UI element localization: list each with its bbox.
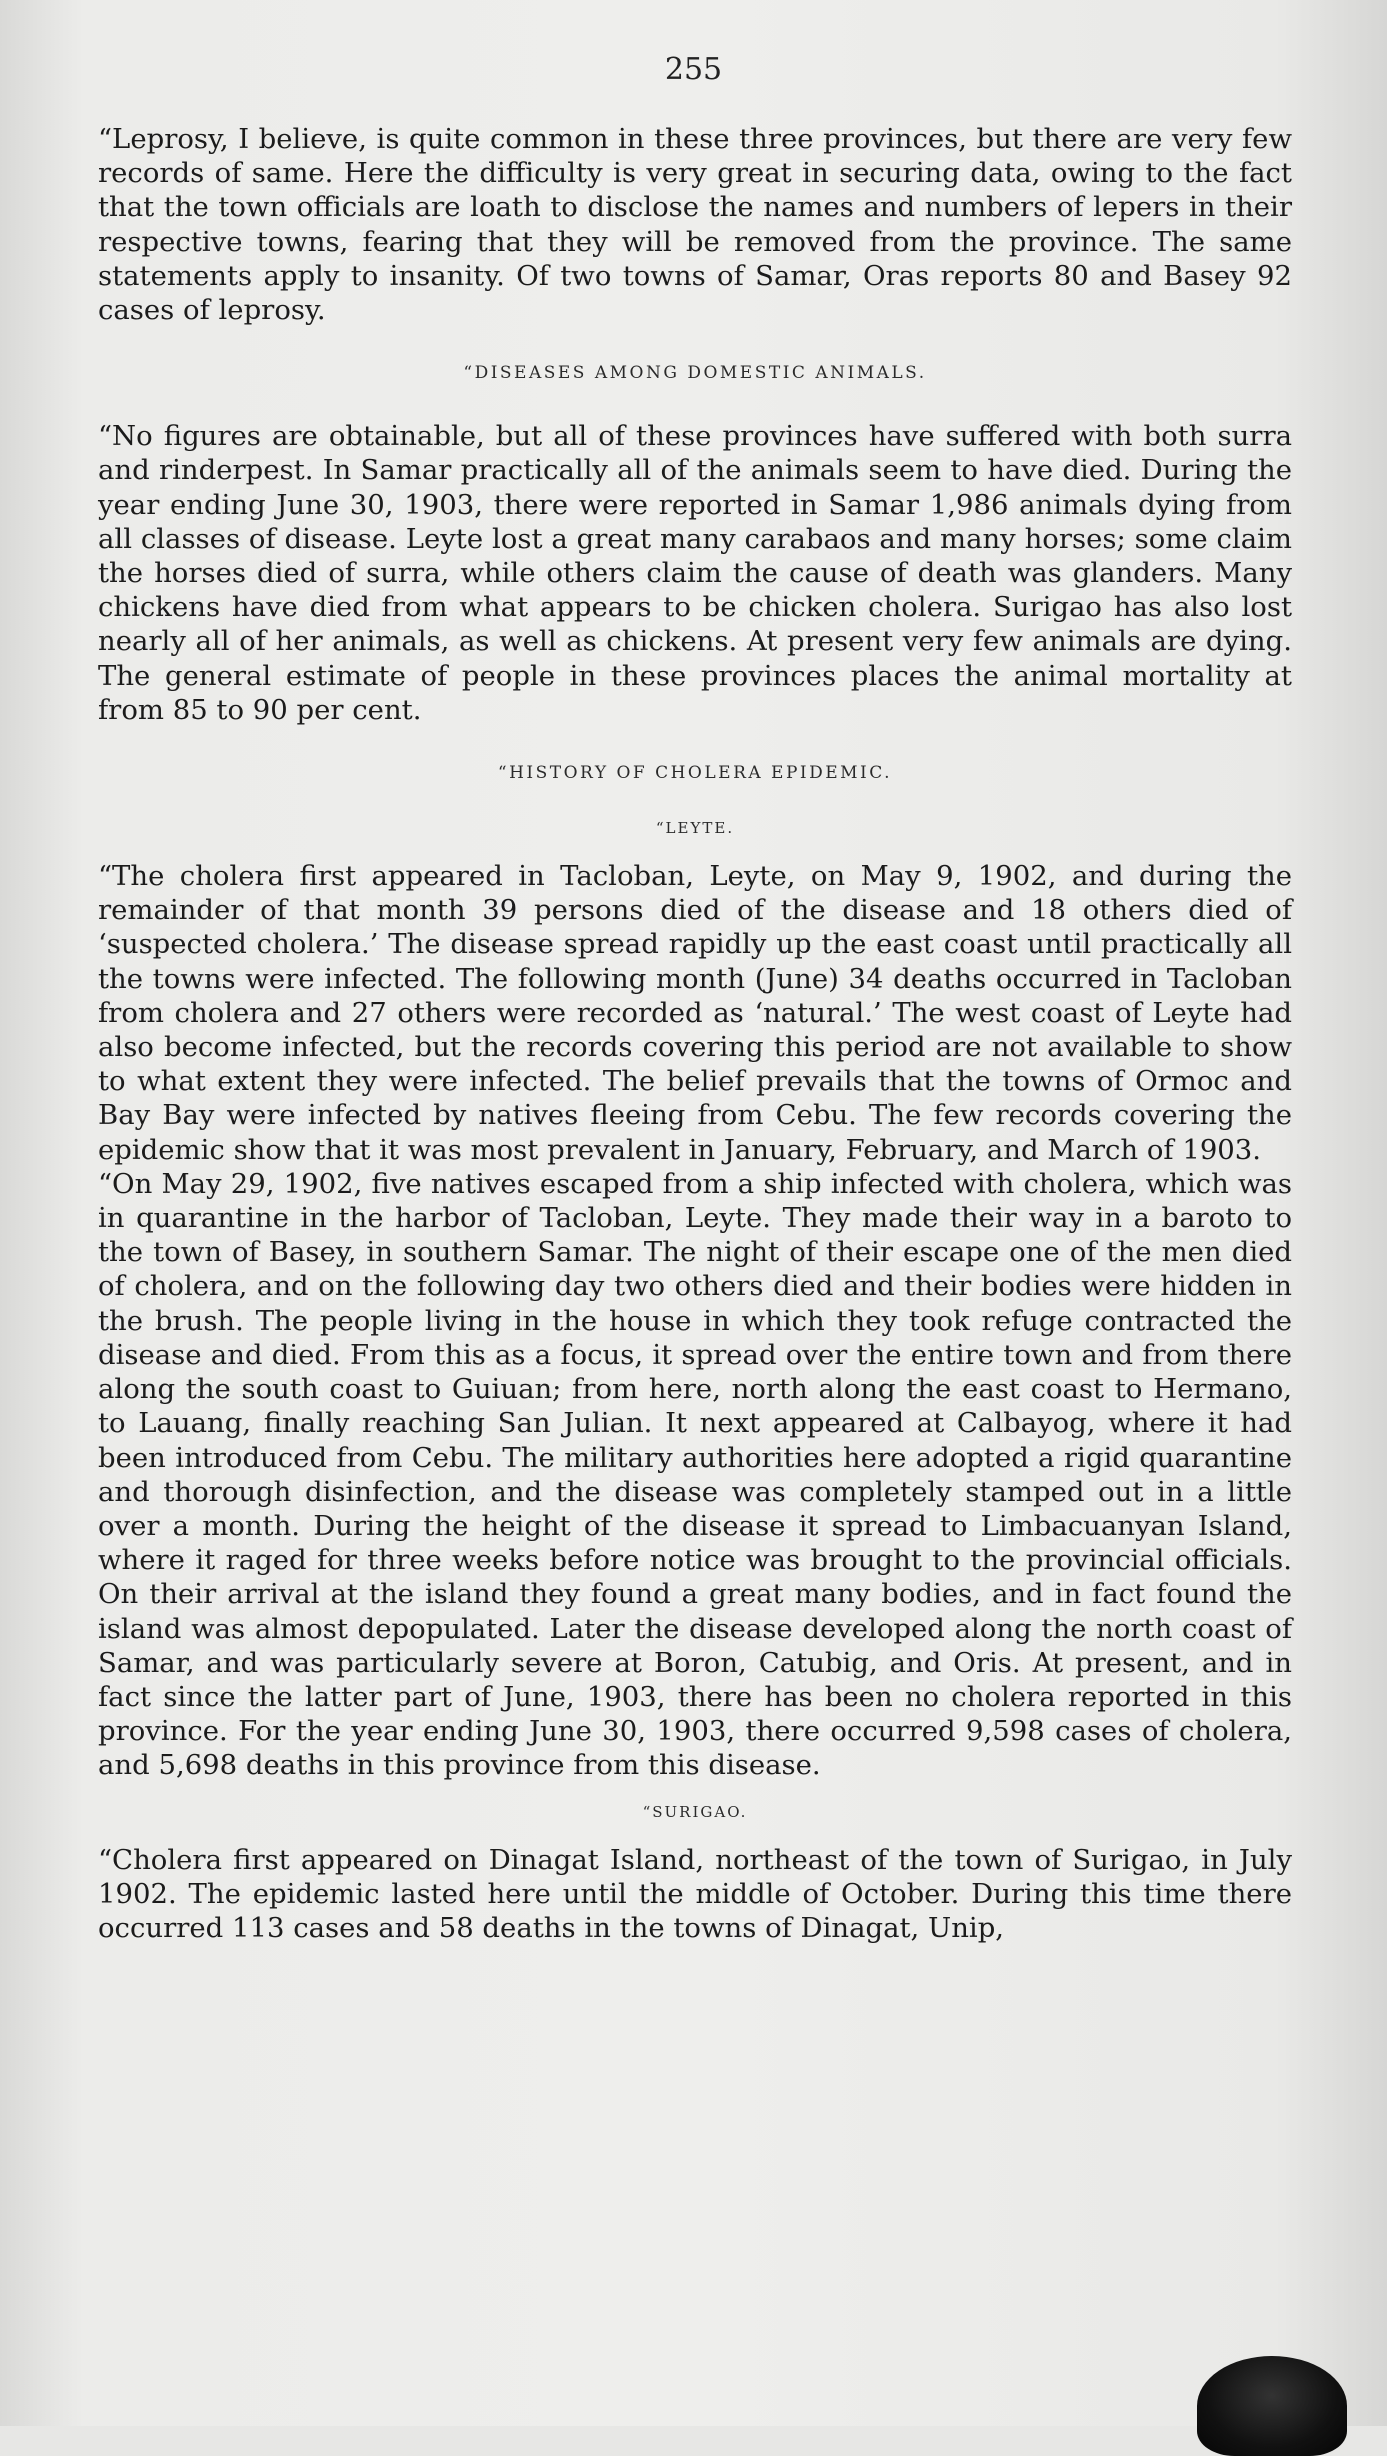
section-heading-domestic-animals: “DISEASES AMONG DOMESTIC ANIMALS. xyxy=(463,363,927,384)
paragraph-leyte: “The cholera first appeared in Tacloban, Leyte, on May 9, 1902, and during the remainder of that month 39 persons died of the disease and 18 others died of ‘suspected cholera.’ The disease spread rapidly up the east coast until practically all the towns were infected. The following month (June) 34 deaths occurred in Tacloban from cholera and 27 others were recorded as ‘natural.’ The west coast of Leyte had also become infected, but the records covering this period are not available to show to what extent they were infected. The belief prevails that the towns of Ormoc and Bay Bay were infected by natives fleeing from Cebu. The few records covering the epidemic show that it was most prevalent in January, February, and March of 1903. xyxy=(98,860,1292,1166)
subheading-leyte: “LEYTE. xyxy=(655,819,735,838)
paragraph-domestic-animals: “No figures are obtainable, but all of these provinces have suffered with both surra and rinderpest. In Samar practically all of the animals seem to have died. During the year ending June 30, 1903, there were reported in Samar 1,986 animals dying from all classes of disease. Leyte lost a great many carabaos and many horses; some claim the horses died of surra, while others claim the cause of death was glanders. Many chickens have died from what appears to be chicken cholera. Surigao has also lost nearly all of her animals, as well as chickens. At present very few animals are dying. The general estimate of people in these provinces places the animal mortality at from 85 to 90 per cent. xyxy=(98,420,1292,726)
section-heading-cholera-history: “HISTORY OF CHOLERA EPIDEMIC. xyxy=(497,763,893,784)
paragraph-surigao: “Cholera first appeared on Dinagat Island, northeast of the town of Surigao, in July 1902. The epidemic lasted here until the middle of October. During this time there occurred 113 cases and 58 deaths in the towns of Dinagat, Unip, xyxy=(98,1843,1292,1944)
page-number: 255 xyxy=(664,52,723,87)
paragraph-leprosy: “Leprosy, I believe, is quite common in these three provinces, but there are very few records of same. Here the difficulty is very great in securing data, owing to the fact that the town officials are loath to disclose the names and numbers of lepers in their respective towns, fearing that they will be removed from the province. The same statements apply to insanity. Of two towns of Samar, Oras reports 80 and Basey 92 cases of leprosy. xyxy=(98,123,1292,327)
paragraph-samar: “On May 29, 1902, five natives escaped from a ship infected with cholera, which was in quarantine in the harbor of Tacloban, Leyte. They made their way in a baroto to the town of Basey, in southern Samar. The night of their escape one of the men died of cholera, and on the following day two others died and their bodies were hidden in the brush. The people living in the house in which they took refuge contracted the disease and died. From this as a focus, it spread over the entire town and from there along the south coast to Guiuan; from here, north along the east coast to Hermano, to Lauang, finally reaching San Julian. It next appeared at Calbayog, where it had been introduced from Cebu. The military authorities here adopted a rigid quarantine and thorough disinfection, and the disease was completely stamped out in a little over a month. During the height of the disease it spread to Limbacuanyan Island, where it raged for three weeks before notice was brought to the provincial officials. On their arrival at the island they found a great many bodies, and in fact found the island was almost depopulated. Later the disease developed along the north coast of Samar, and was particularly severe at Boron, Catubig, and Oris. At present, and in fact since the latter part of June, 1903, there has been no cholera reported in this province. For the year ending June 30, 1903, there occurred 9,598 cases of cholera, and 5,698 deaths in this province from this disease. xyxy=(98,1167,1292,1782)
subheading-surigao: “SURIGAO. xyxy=(642,1802,748,1821)
thumb-shadow xyxy=(1197,2356,1347,2456)
page-body xyxy=(98,122,1292,1945)
